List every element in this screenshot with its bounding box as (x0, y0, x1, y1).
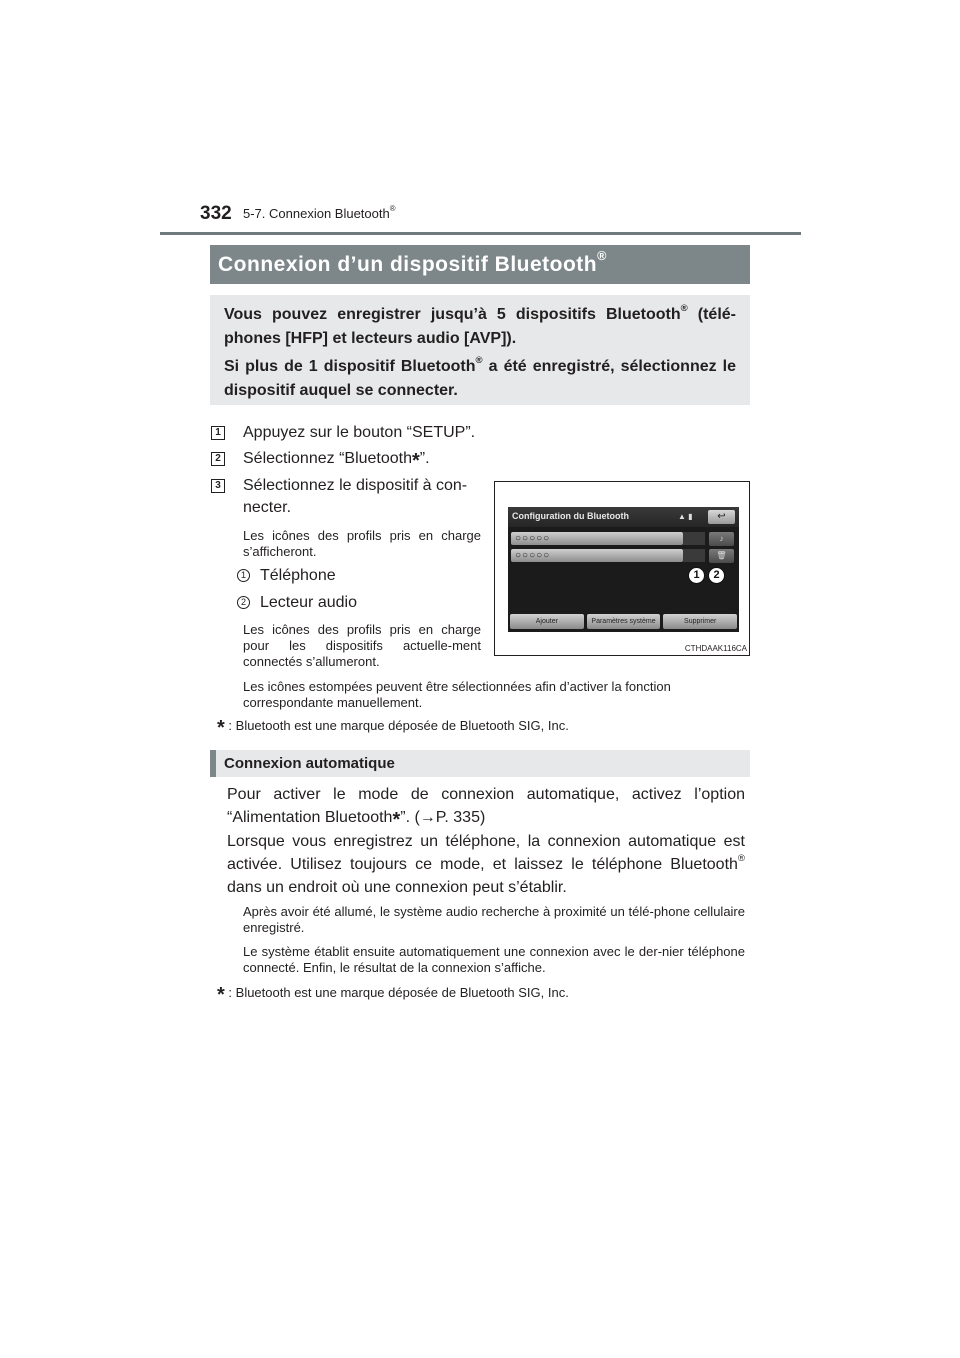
auto-paragraph-1 (227, 783, 745, 832)
step-3-line-1: Sélectionnez le dispositif à con- (243, 477, 468, 494)
system-settings-button[interactable]: Paramètres système (587, 614, 661, 629)
auto-p2-reg: ® (737, 852, 745, 864)
device-row-1-profiles (683, 532, 705, 545)
auto-p1-b: ”. (→P. 335) (400, 809, 486, 826)
step-3-line-2: necter. (243, 499, 292, 516)
step-2-text (243, 448, 430, 472)
auto-p1-a: Pour activer le mode de connexion automatique, activez l’option “Alimentation Bluetooth (227, 786, 745, 826)
screen-title: Configuration du Bluetooth (512, 511, 629, 521)
step-badge-1: 1 (211, 426, 225, 440)
footnote-1-text: : Bluetooth est une marque déposée de Bluetooth SIG, Inc. (228, 718, 569, 733)
intro-paragraph-1 (224, 303, 736, 351)
auto-p2-a: Lorsque vous enregistrez un téléphone, la connexion automatique est activée. Utilisez toujours ce mode, et laissez le téléphone Bluetooth (227, 833, 745, 873)
figure-code: CTHDAAK116CA (684, 644, 747, 653)
auto-p2-b: dans un endroit où une connexion peut s’établir. (227, 879, 567, 896)
delete-button[interactable]: Supprimer (663, 614, 737, 629)
footnote-1-star: * (217, 717, 225, 739)
auto-note-2: Le système établit ensuite automatiquement une connexion avec le der-nier téléphone connecté. Enfin, le résultat de la connexion s’affiche. (243, 944, 745, 975)
auto-paragraph-2 (227, 830, 745, 899)
title-bar (210, 245, 750, 284)
step-3-note-3: Les icônes estompées peuvent être sélectionnées afin d’activer la fonction correspondante manuellement. (243, 679, 671, 710)
status-icons: ▲ ▮ (678, 512, 693, 521)
section-header-reg: ® (389, 204, 396, 214)
music-icon-button[interactable]: ♪ (709, 532, 734, 546)
device-row-2-label: ○○○○○ (515, 550, 551, 561)
step-3-note-1: Les icônes des profils pris en charge s’afficheront. (243, 528, 481, 559)
screen-titlebar (508, 507, 739, 527)
footnote-2-star: * (217, 984, 225, 1006)
intro-p1-reg: ® (680, 302, 688, 314)
step-badge-3: 3 (211, 479, 225, 493)
screen-figure (494, 481, 750, 656)
step-badge-2: 2 (211, 452, 225, 466)
device-row-1[interactable] (511, 532, 683, 545)
page-number: 332 (200, 203, 232, 224)
back-button[interactable]: ↩ (708, 510, 735, 524)
device-row-1-label: ○○○○○ (515, 533, 551, 544)
add-button[interactable]: Ajouter (510, 614, 584, 629)
step-1-text: Appuyez sur le bouton “SETUP”. (243, 424, 476, 441)
audio-profile-badge: 2 (708, 567, 725, 584)
auto-connection-bar (210, 750, 750, 777)
intro-box (210, 295, 750, 405)
intro-p2-reg: ® (475, 354, 483, 366)
page-title-text: Connexion d’un dispositif Bluetooth (218, 253, 598, 276)
header-rule (160, 232, 801, 235)
section-header (243, 206, 395, 221)
step-2-text-b: ”. (419, 450, 430, 467)
section-header-text: 5-7. Connexion Bluetooth (243, 206, 390, 221)
step-2-star: * (412, 450, 420, 472)
step-3-note-2: Les icônes des profils pris en charge pour les dispositifs actuelle-ment connectés s’allumeront. (243, 622, 481, 669)
page-title-reg: ® (597, 249, 607, 264)
bluetooth-settings-screen (508, 507, 739, 632)
profile-label-phone: Téléphone (260, 567, 336, 584)
auto-note-1: Après avoir été allumé, le système audio recherche à proximité un télé-phone cellulaire enregistré. (243, 904, 745, 935)
footnote-1 (217, 717, 569, 739)
profile-num-1: 1 (237, 569, 250, 582)
footnote-2-text: : Bluetooth est une marque déposée de Bluetooth SIG, Inc. (228, 985, 569, 1000)
bottom-buttons (510, 614, 737, 629)
trash-icon-button[interactable]: 🗑 (709, 549, 734, 563)
profile-label-audio: Lecteur audio (260, 594, 357, 611)
profile-num-2: 2 (237, 596, 250, 609)
phone-profile-badge: 1 (688, 567, 705, 584)
intro-p1-b: (télé-phones [HFP] et lecteurs audio [AVP]). (224, 306, 736, 347)
step-2-text-a: Sélectionnez “Bluetooth (243, 450, 412, 467)
intro-paragraph-2 (224, 355, 736, 403)
device-row-2[interactable] (511, 549, 683, 562)
intro-p2-b: a été enregistré, sélectionnez le dispositif auquel se connecter. (224, 358, 737, 399)
auto-connection-title: Connexion automatique (224, 755, 395, 772)
auto-p1-star: * (392, 809, 401, 831)
device-row-2-profiles (683, 549, 705, 562)
page-title (218, 249, 607, 277)
intro-p2-a: Si plus de 1 dispositif Bluetooth (224, 358, 476, 375)
intro-p1-a: Vous pouvez enregistrer jusqu’à 5 dispositifs Bluetooth (224, 306, 681, 323)
footnote-2 (217, 984, 569, 1006)
